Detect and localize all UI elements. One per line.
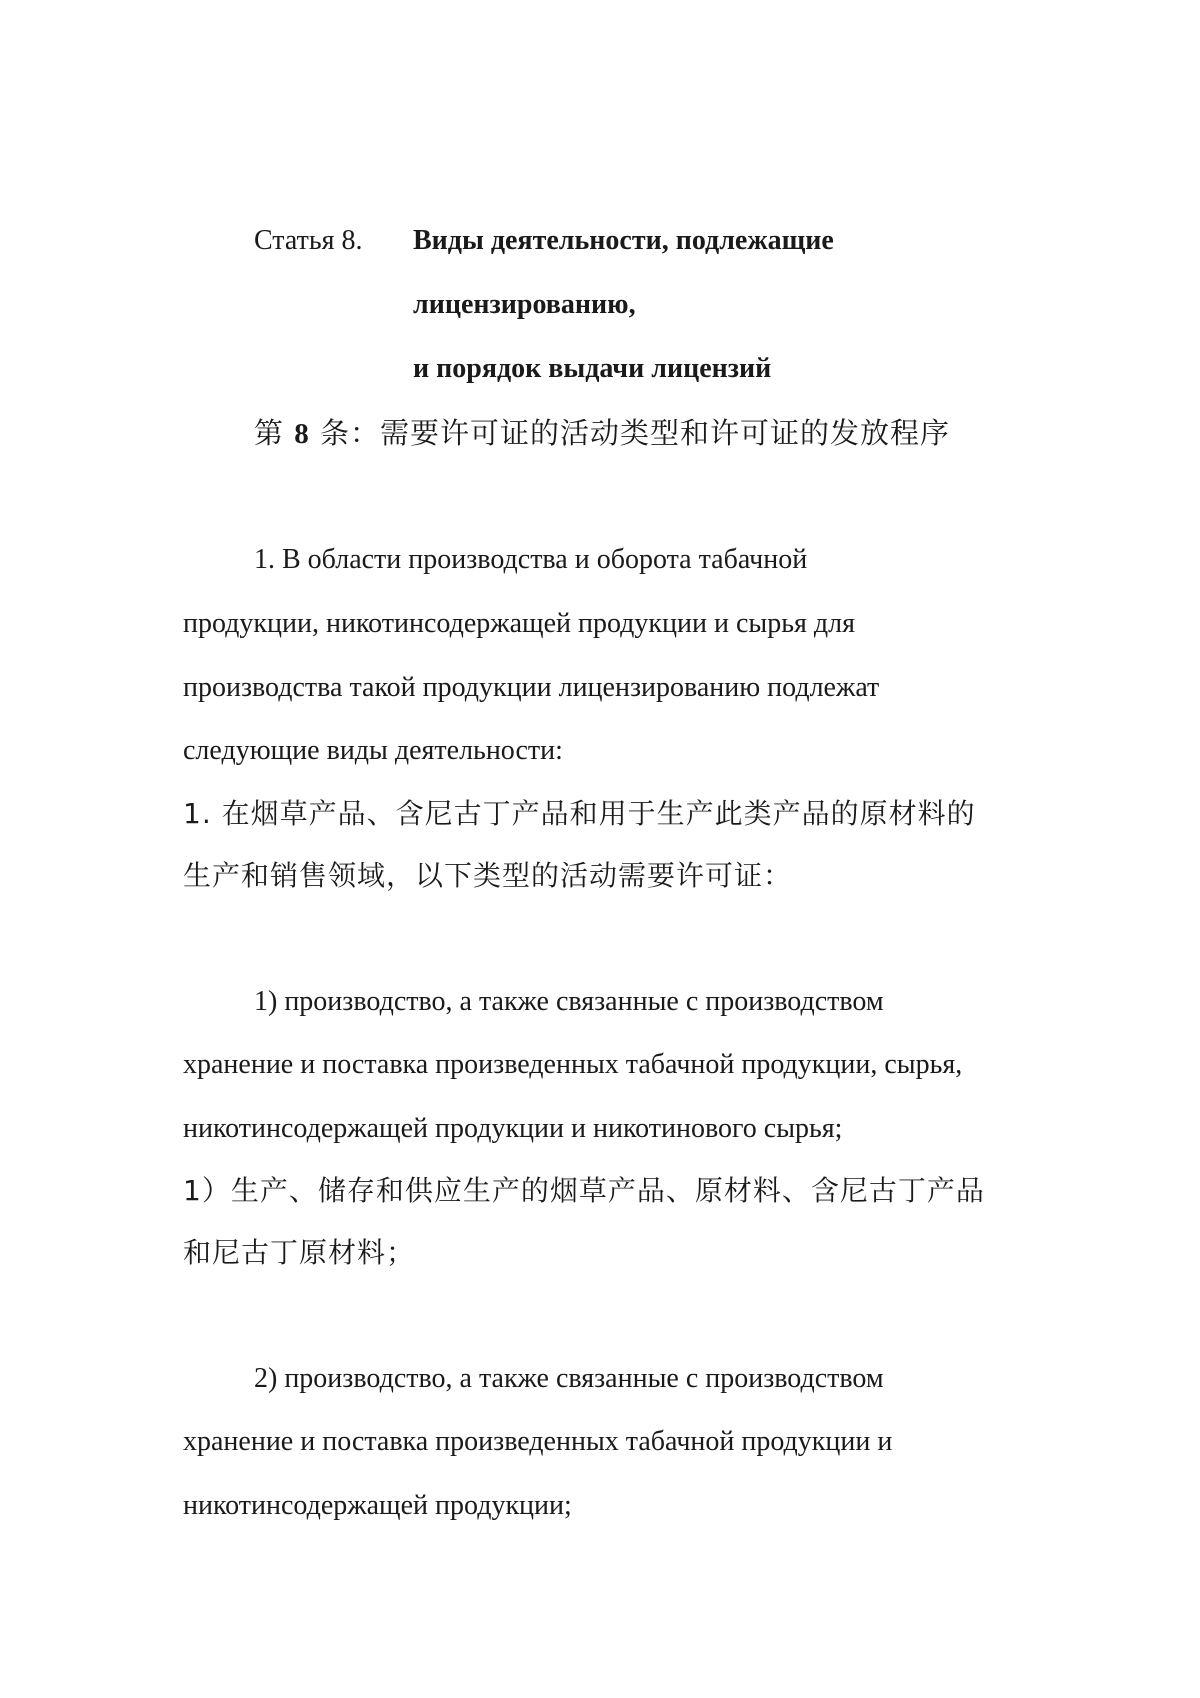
- paragraph-1-chinese-line-1: 1. 在烟草产品、含尼古丁产品和用于生产此类产品的原材料的: [183, 797, 976, 830]
- article-title-chinese: [254, 416, 950, 451]
- item-1-line-1: 1) производство, а также связанные с производством: [254, 986, 884, 1017]
- article-title-line-3: и порядок выдачи лицензий: [413, 353, 772, 384]
- article-label: Статья 8.: [254, 225, 363, 256]
- paragraph-1-line-1: 1. В области производства и оборота табачной: [254, 544, 808, 575]
- item-1-line-2: хранение и поставка произведенных табачной продукции, сырья,: [183, 1049, 963, 1080]
- article-title-line-2: лицензированию,: [413, 289, 636, 320]
- item-2-line-3: никотинсодержащей продукции;: [183, 1490, 572, 1521]
- item-1-line-3: никотинсодержащей продукции и никотинового сырья;: [183, 1113, 843, 1144]
- paragraph-1-line-3: производства такой продукции лицензированию подлежат: [183, 672, 880, 703]
- item-2-line-2: хранение и поставка произведенных табачной продукции и: [183, 1426, 893, 1457]
- item-1-chinese-line-2: 和尼古丁原材料；: [183, 1236, 416, 1269]
- item-1-chinese-line-1: 1）生产、储存和供应生产的烟草产品、原材料、含尼古丁产品: [183, 1174, 985, 1207]
- article-cn-title: 条：需要许可证的活动类型和许可证的发放程序: [319, 416, 950, 450]
- article-cn-number: 8: [294, 418, 310, 450]
- paragraph-1-line-4: следующие виды деятельности:: [183, 735, 563, 766]
- item-2-line-1: 2) производство, а также связанные с производством: [254, 1363, 884, 1394]
- article-title-line-1: Виды деятельности, подлежащие: [413, 225, 834, 256]
- article-cn-prefix: 第: [254, 416, 285, 450]
- paragraph-1-chinese-line-2: 生产和销售领域，以下类型的活动需要许可证：: [183, 859, 793, 892]
- paragraph-1-line-2: продукции, никотинсодержащей продукции и сырья для: [183, 608, 855, 639]
